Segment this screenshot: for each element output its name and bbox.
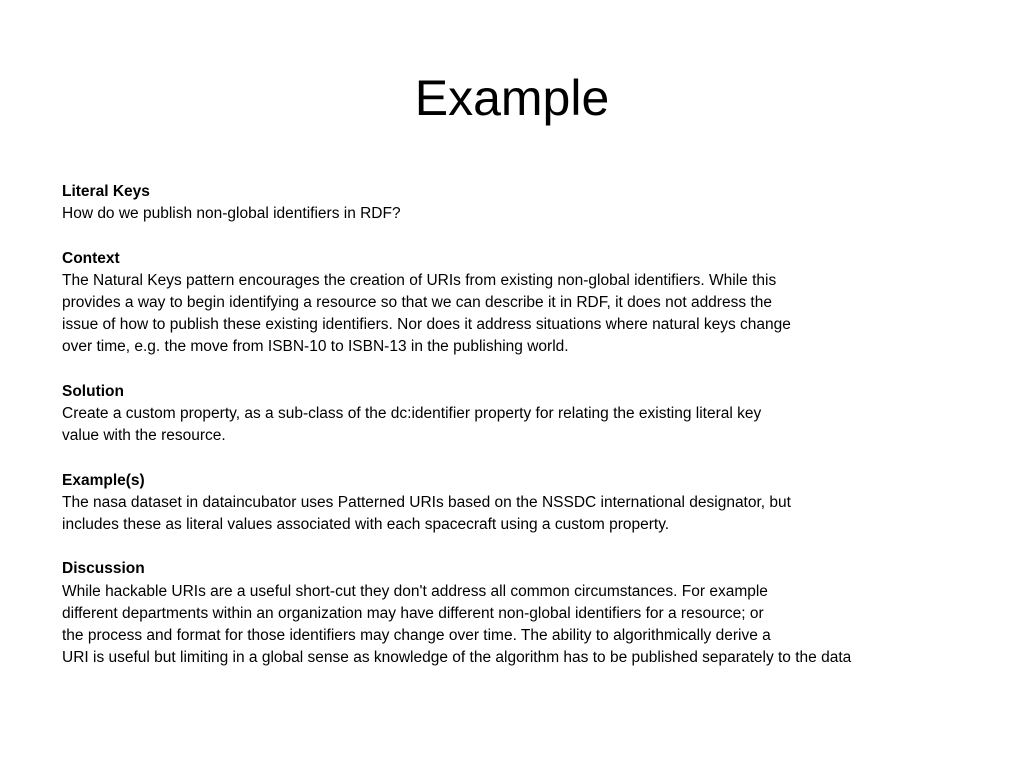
paragraph-line: provides a way to begin identifying a resource so that we can describe it in RDF, it does not address the [62, 294, 772, 311]
section-heading: Context [62, 249, 120, 267]
section-heading: Discussion [62, 560, 145, 578]
paragraph-line: includes these as literal values associated with each spacecraft using a custom property. [62, 516, 670, 533]
slide-body [62, 181, 962, 692]
section-context [62, 248, 962, 359]
section-solution [62, 381, 962, 448]
paragraph-line: value with the resource. [62, 427, 226, 445]
paragraph-line: issue of how to publish these existing identifiers. Nor does it address situations where natural keys change [62, 316, 791, 334]
paragraph-line: URI is useful but limiting in a global sense as knowledge of the algorithm has to be published separately to the data [62, 649, 852, 667]
paragraph-line: How do we publish non-global identifiers in RDF? [62, 205, 401, 223]
paragraph-line: the process and format for those identifiers may change over time. The ability to algorithmically derive a [62, 627, 771, 644]
slide-title: Example [414, 70, 610, 126]
paragraph-line: The Natural Keys pattern encourages the creation of URIs from existing non-global identifiers. While this [62, 271, 777, 289]
section-heading: Solution [62, 382, 124, 400]
paragraph-line: While hackable URIs are a useful short-cut they don't address all common circumstances. For example [62, 582, 768, 600]
section-literal-keys [62, 181, 962, 225]
paragraph-line: The nasa dataset in dataincubator uses Patterned URIs based on the NSSDC international designator, but [62, 493, 791, 511]
paragraph-line: over time, e.g. the move from ISBN-10 to ISBN-13 in the publishing world. [62, 338, 569, 356]
section-heading: Literal Keys [62, 183, 150, 200]
paragraph-line: different departments within an organization may have different non-global identifiers for a resource; or [62, 604, 764, 622]
section-discussion [62, 558, 962, 669]
paragraph-line: Create a custom property, as a sub-class of the dc:identifier property for relating the existing literal key [62, 405, 762, 422]
section-heading: Example(s) [62, 471, 145, 489]
section-examples [62, 470, 962, 537]
